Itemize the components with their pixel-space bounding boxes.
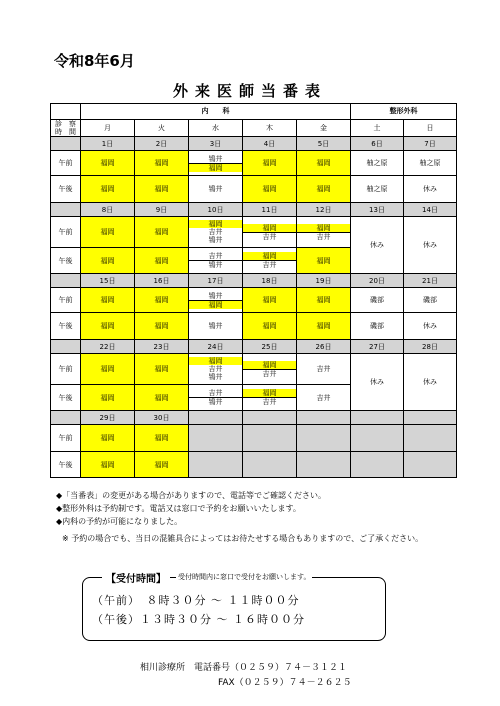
doctor-name: 福岡 [189,301,242,309]
doctor-name: 福岡 [243,224,296,233]
doctor-name: 吉井 [189,389,242,398]
doctor-cell: 福岡 [243,313,297,340]
doctor-cell: 福岡 [81,385,135,411]
doctor-name: 鴇井 [208,261,223,270]
doctor-name: 福岡 [189,164,242,172]
doctor-cell-split [243,385,297,411]
empty-cell [189,452,243,478]
doctor-cell: 福岡 [297,176,351,203]
seikei-header: 整形外科 [351,104,457,120]
date-cell: 23日 [135,340,189,354]
weekend-cell: 磯部 [351,313,404,340]
weekend-cell: 柚之原 [404,151,457,176]
doctor-cell-split [297,217,351,248]
pm-label: 午後 [51,176,81,203]
date-cell-empty [243,411,297,425]
date-cell: 6日 [351,137,404,151]
doctor-cell: 福岡 [297,151,351,176]
doctor-cell: 福岡 [135,217,189,248]
time-label-cell [51,120,81,137]
doctor-cell-split [243,217,297,248]
doctor-name: 福岡 [243,252,296,261]
doctor-cell: 福岡 [297,248,351,274]
doctor-name: 吉井 [262,261,277,270]
doctor-cell: 福岡 [135,151,189,176]
date-cell: 13日 [351,203,404,217]
doctor-cell-split [189,288,243,313]
doctor-cell: 吉井 [297,354,351,385]
am-label: 午前 [51,288,81,313]
weekday-mon: 月 [81,120,135,137]
doctor-cell: 福岡 [243,288,297,313]
doctor-name: 吉井 [262,369,277,378]
date-cell: 1日 [81,137,135,151]
doctor-name: 吉井 [262,232,277,241]
weekend-cell: 休み [351,217,404,274]
doctor-cell-split [189,385,243,411]
reception-title: 【受付時間】 [102,570,170,585]
empty-cell [404,425,457,452]
doctor-name: 福岡 [243,389,296,398]
weekday-sun: 日 [404,120,457,137]
weekend-cell: 休み [404,313,457,340]
doctor-name: 鴇井 [189,155,242,164]
doctor-cell-split [189,217,243,248]
am-label: 午前 [51,354,81,385]
date-cell: 12日 [297,203,351,217]
date-row-blank [51,340,81,354]
doctor-cell: 福岡 [81,313,135,340]
time-label-bottom: 時 間 [55,128,76,137]
empty-cell [243,425,297,452]
note-item: ◆整形外科は予約制です。電話又は窓口で予約をお願いいたします。 [56,504,301,513]
date-row-blank [51,274,81,288]
weekday-sat: 土 [351,120,404,137]
doctor-name: 福岡 [297,224,350,233]
empty-cell [297,452,351,478]
empty-cell [351,425,404,452]
doctor-cell: 鴇井 [189,176,243,203]
date-cell: 19日 [297,274,351,288]
doctor-cell: 福岡 [297,288,351,313]
date-cell: 9日 [135,203,189,217]
date-cell: 30日 [135,411,189,425]
doctor-name: 吉井 [262,398,277,407]
doctor-cell: 福岡 [81,176,135,203]
weekend-cell: 柚之原 [351,176,404,203]
doctor-cell: 吉井 [297,385,351,411]
doctor-name: 鴇井 [189,292,242,301]
reception-box [82,577,386,641]
weekday-tue: 火 [135,120,189,137]
clinic-phone: 相川診療所 電話番号（０２５９）７４－３１２１ [140,663,348,673]
date-cell: 4日 [243,137,297,151]
empty-cell [297,425,351,452]
date-cell: 29日 [81,411,135,425]
date-row-blank [51,137,81,151]
date-cell: 11日 [243,203,297,217]
weekday-fri: 金 [297,120,351,137]
doctor-name: 福岡 [189,220,242,228]
clinic-fax: FAX（０２５９）７４－２６２５ [218,678,352,688]
empty-cell [351,452,404,478]
doctor-cell-split [189,354,243,385]
date-cell: 20日 [351,274,404,288]
doctor-cell: 福岡 [81,151,135,176]
doctor-cell: 福岡 [135,176,189,203]
note-item: ◆「当番表」の変更がある場合がありますので、電話等でご確認ください。 [56,491,326,500]
pm-label: 午後 [51,313,81,340]
empty-cell [243,452,297,478]
doctor-name: 吉井 [208,365,223,374]
doctor-cell: 福岡 [135,288,189,313]
doctor-cell: 福岡 [81,217,135,248]
doctor-name: 吉井 [208,228,223,237]
doctor-cell: 福岡 [135,425,189,452]
date-cell: 2日 [135,137,189,151]
empty-cell [189,425,243,452]
date-cell: 17日 [189,274,243,288]
weekend-cell: 休み [404,176,457,203]
date-cell-empty [351,411,404,425]
date-cell-empty [404,411,457,425]
date-cell-empty [189,411,243,425]
date-cell: 18日 [243,274,297,288]
doctor-cell: 福岡 [243,176,297,203]
weekend-cell: 柚之原 [351,151,404,176]
empty-cell [404,452,457,478]
am-label: 午前 [51,425,81,452]
doctor-name: 吉井 [189,252,242,261]
date-row-blank [51,203,81,217]
date-cell: 22日 [81,340,135,354]
doctor-cell-split [189,248,243,274]
doctor-cell: 福岡 [135,354,189,385]
date-row-blank [51,411,81,425]
doctor-cell: 福岡 [243,151,297,176]
doctor-cell: 福岡 [81,288,135,313]
doctor-cell: 福岡 [81,425,135,452]
weekend-cell: 磯部 [351,288,404,313]
doctor-cell: 福岡 [135,248,189,274]
doctor-cell: 福岡 [135,313,189,340]
naika-header: 内 科 [81,104,351,120]
header-blank [51,104,81,120]
doctor-cell: 福岡 [135,385,189,411]
date-cell: 26日 [297,340,351,354]
doctor-name: 福岡 [189,357,242,365]
weekend-cell: 磯部 [404,288,457,313]
weekday-thu: 木 [243,120,297,137]
weekend-cell: 休み [404,354,457,411]
doctor-cell: 福岡 [81,354,135,385]
doctor-cell: 福岡 [81,452,135,478]
date-cell: 3日 [189,137,243,151]
doctor-cell-split [243,354,297,385]
am-label: 午前 [51,151,81,176]
doctor-name: 鴇井 [208,398,223,407]
date-cell: 8日 [81,203,135,217]
doctor-cell-split [189,151,243,176]
notes-list [56,489,326,528]
doctor-cell: 鴇井 [189,313,243,340]
weekend-cell: 休み [404,217,457,274]
date-cell: 16日 [135,274,189,288]
doctor-cell: 福岡 [135,452,189,478]
reception-pm-hours: （午後）１３時３０分 ～ １６時００分 [92,613,305,626]
weekday-wed: 水 [189,120,243,137]
page-title: 外来医師当番表 [172,82,327,100]
date-cell: 21日 [404,274,457,288]
date-cell: 27日 [351,340,404,354]
doctor-cell-split [243,248,297,274]
date-cell: 25日 [243,340,297,354]
schedule-table [50,103,457,478]
note-item: ◆内科の予約が可能になりました。 [56,517,183,526]
pm-label: 午後 [51,248,81,274]
date-cell: 10日 [189,203,243,217]
reception-desc: 受付時間内に窓口で受付をお願いします。 [178,573,311,581]
doctor-name: 吉井 [316,232,331,241]
doctor-name: 福岡 [243,361,296,370]
pm-label: 午後 [51,385,81,411]
am-label: 午前 [51,217,81,248]
doctor-name: 鴇井 [208,236,223,245]
doctor-cell: 福岡 [81,248,135,274]
date-cell: 5日 [297,137,351,151]
doctor-name: 鴇井 [208,373,223,382]
pm-label: 午後 [51,452,81,478]
month-heading: 令和8年6月 [54,52,135,70]
date-cell: 15日 [81,274,135,288]
time-label-top: 診 察 [55,120,76,128]
date-cell: 28日 [404,340,457,354]
date-cell-empty [297,411,351,425]
date-cell: 7日 [404,137,457,151]
date-cell: 24日 [189,340,243,354]
weekend-cell: 休み [351,354,404,411]
doctor-cell: 福岡 [297,313,351,340]
reception-am-hours: （午前） ８時３０分 ～ １１時００分 [92,594,300,607]
reservation-note: ※ 予約の場合でも、当日の混雑具合によってはお待たせする場合もありますので、ご了承ください。 [62,534,424,543]
date-cell: 14日 [404,203,457,217]
